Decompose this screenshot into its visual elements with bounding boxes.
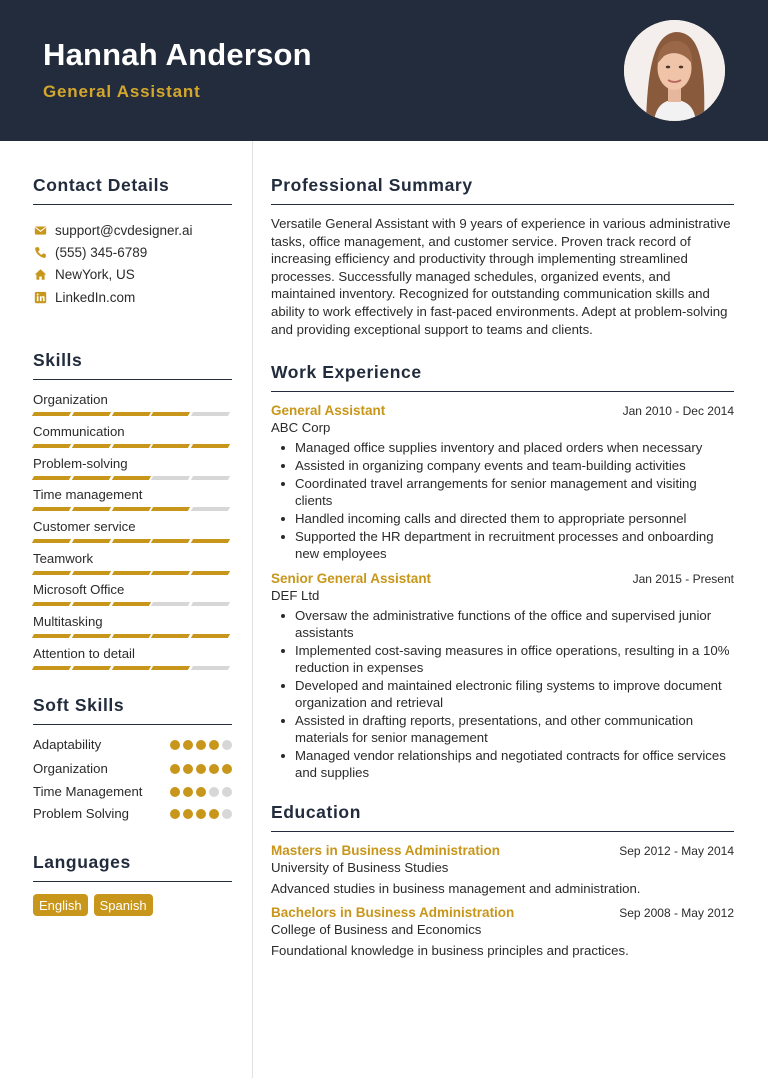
summary-text: Versatile General Assistant with 9 years of experience in various administrative tasks, office management, and customer service. Proven track record of increasing efficiency and productivity through implementing streamlined processes. Successfully managed schedules, organized events, and maintained inventory. Recognized for outstanding communication skills and ability to work effectively in fast-paced environments. Adept at problem-solving and providing exceptional support to teams and clients. [271,216,731,337]
skill-name: Communication [33,423,125,439]
education-description: Advanced studies in business management and administration. [271,881,641,897]
skill-level-segment [111,602,150,606]
jobs-list [271,403,734,781]
skill-level-segment [151,539,190,543]
skill-level-segment [191,666,230,670]
soft-skill-name: Problem Solving [33,805,130,821]
soft-skill-rating [170,787,232,797]
soft-skill-name: Organization [33,760,108,776]
skill-name: Microsoft Office [33,582,125,598]
rating-dot [209,740,219,750]
soft-skill-rating [170,809,232,819]
skill-level-segment [72,539,111,543]
skill-item [33,422,232,454]
language-tag: English [33,894,88,916]
skill-level-segment [72,666,111,670]
column-divider [252,141,253,1078]
skill-level-bar [33,507,232,511]
skill-level-segment [111,539,150,543]
skill-level-segment [72,602,111,606]
education-entry [271,905,734,958]
job-bullet: Managed office supplies inventory and placed orders when necessary [271,439,734,456]
contact-title: Contact Details [33,175,232,205]
job-entry [271,403,734,562]
skill-name: Attention to detail [33,645,135,661]
contact-item[interactable] [33,286,232,308]
rating-dot [183,764,193,774]
skill-level-segment [111,666,150,670]
contact-section [33,175,232,308]
rating-dot [196,809,206,819]
languages-list [33,894,232,916]
skill-level-segment [191,539,230,543]
skill-level-segment [191,444,230,448]
rating-dot [183,787,193,797]
skill-level-bar [33,412,232,416]
skill-name: Multitasking [33,614,103,629]
job-bullet: Supported the HR department in recruitment processes and onboarding new employees [271,528,734,562]
job-bullet: Handled incoming calls and directed them to appropriate personnel [271,510,734,527]
rating-dot [209,787,219,797]
job-title: Senior General Assistant [271,570,432,586]
education-dates: Sep 2012 - May 2014 [619,844,734,859]
skill-level-segment [32,666,71,670]
skill-level-bar [33,476,232,480]
skill-level-segment [72,412,111,416]
job-bullet: Assisted in drafting reports, presentations, and other communication materials for senior management [271,712,734,746]
summary-section [271,175,734,338]
resume-header [0,0,768,141]
contact-text: LinkedIn.com [55,289,136,305]
skill-level-segment [72,444,111,448]
skill-item [33,549,232,581]
contact-text: support@cvdesigner.ai [55,222,193,238]
education-header [271,905,734,920]
skill-level-segment [111,571,150,575]
job-bullet: Oversaw the administrative functions of the office and supervised junior assistants [271,607,734,641]
skill-level-bar [33,666,232,670]
skill-level-segment [32,602,71,606]
skill-level-segment [32,634,71,638]
school-name: College of Business and Economics [271,922,482,938]
experience-title: Work Experience [271,362,734,392]
skill-level-segment [151,634,190,638]
skill-item [33,485,232,517]
soft-skills-section [33,695,232,823]
education-description: Foundational knowledge in business principles and practices. [271,943,629,959]
skill-name: Teamwork [33,550,94,566]
skill-level-segment [111,444,150,448]
soft-skill-rating [170,740,232,750]
job-bullet: Implemented cost-saving measures in office operations, resulting in a 10% reduction in expenses [271,642,734,676]
phone-icon [33,245,47,259]
soft-skill-item [33,783,232,802]
education-header [271,843,734,858]
language-tag: Spanish [94,894,153,916]
skills-title: Skills [33,350,232,380]
contact-item[interactable] [33,219,232,241]
skill-level-segment [151,507,190,511]
degree-title: Masters in Business Administration [271,843,501,859]
linkedin-icon [33,290,47,304]
candidate-role: General Assistant [43,82,201,101]
job-header [271,403,734,418]
job-company: ABC Corp [271,420,331,436]
skill-level-segment [191,412,230,416]
skill-level-segment [32,444,71,448]
rating-dot [170,740,180,750]
skill-level-segment [151,444,190,448]
skill-item [33,580,232,612]
job-bullet: Coordinated travel arrangements for senior management and visiting clients [271,475,734,509]
skill-level-segment [151,666,190,670]
sidebar [33,141,232,916]
skills-list [33,390,232,675]
skill-level-segment [191,602,230,606]
rating-dot [222,787,232,797]
job-bullets [271,439,734,562]
home-icon [33,268,47,282]
skill-name: Organization [33,392,108,408]
skill-level-segment [191,507,230,511]
skill-level-segment [72,476,111,480]
job-entry [271,571,734,781]
rating-dot [170,787,180,797]
job-company: DEF Ltd [271,587,320,603]
rating-dot [222,809,232,819]
degree-title: Bachelors in Business Administration [271,905,515,921]
candidate-name: Hannah Anderson [43,37,312,72]
skill-level-segment [32,476,71,480]
skill-level-segment [151,571,190,575]
soft-skill-item [33,736,232,755]
summary-title: Professional Summary [271,175,734,205]
contact-text: (555) 345-6789 [55,244,148,260]
skill-level-segment [191,571,230,575]
skill-name: Time management [33,487,143,503]
soft-skills-title: Soft Skills [33,695,232,725]
rating-dot [196,740,206,750]
skill-level-segment [72,507,111,511]
soft-skill-item [33,760,232,779]
education-section [271,802,734,958]
languages-section [33,852,232,916]
education-entry [271,843,734,896]
skill-level-bar [33,571,232,575]
education-list [271,843,734,958]
skill-level-segment [111,507,150,511]
skill-level-segment [191,634,230,638]
skill-item [33,390,232,422]
rating-dot [222,740,232,750]
rating-dot [222,764,232,774]
skill-level-segment [191,476,230,480]
contact-text: NewYork, US [55,267,135,283]
rating-dot [170,809,180,819]
contact-item[interactable] [33,241,232,263]
profile-photo-image [624,20,725,121]
skill-name: Problem-solving [33,455,128,471]
rating-dot [196,787,206,797]
soft-skills-list [33,736,232,823]
rating-dot [209,809,219,819]
skill-level-segment [72,571,111,575]
skill-level-segment [32,539,71,543]
skill-item [33,517,232,549]
languages-title: Languages [33,852,232,882]
skill-level-segment [32,571,71,575]
skill-level-segment [151,602,190,606]
skill-level-segment [72,634,111,638]
skill-item [33,454,232,486]
soft-skill-name: Time Management [33,784,143,800]
job-bullet: Developed and maintained electronic filing systems to improve document organization and retrieval [271,677,734,711]
job-dates: Jan 2010 - Dec 2014 [622,404,734,419]
skill-level-bar [33,602,232,606]
skill-level-segment [111,634,150,638]
skill-item [33,612,232,644]
skill-level-bar [33,539,232,543]
education-dates: Sep 2008 - May 2012 [619,906,734,921]
education-title: Education [271,802,734,832]
skills-section [33,350,232,675]
job-bullet: Managed vendor relationships and negotiated contracts for office services and supplies [271,747,734,781]
rating-dot [170,764,180,774]
soft-skill-item [33,805,232,824]
skill-level-segment [32,507,71,511]
job-title: General Assistant [271,403,386,419]
contact-item[interactable] [33,264,232,286]
rating-dot [183,809,193,819]
skill-level-segment [32,412,71,416]
experience-section [271,362,734,781]
skill-name: Customer service [33,518,136,534]
skill-level-segment [111,476,150,480]
soft-skill-name: Adaptability [33,737,102,753]
contact-list [33,219,232,308]
skill-level-bar [33,444,232,448]
job-bullets [271,607,734,781]
profile-photo [624,20,725,121]
soft-skill-rating [170,764,232,774]
rating-dot [196,764,206,774]
skill-level-segment [151,412,190,416]
main-column [271,141,734,958]
job-bullet: Assisted in organizing company events and team-building activities [271,457,734,474]
skill-level-segment [151,476,190,480]
job-header [271,571,734,586]
skill-level-bar [33,634,232,638]
envelope-icon [33,223,47,237]
school-name: University of Business Studies [271,860,449,876]
job-dates: Jan 2015 - Present [632,571,734,586]
rating-dot [183,740,193,750]
rating-dot [209,764,219,774]
skill-item [33,644,232,676]
skill-level-segment [111,412,150,416]
